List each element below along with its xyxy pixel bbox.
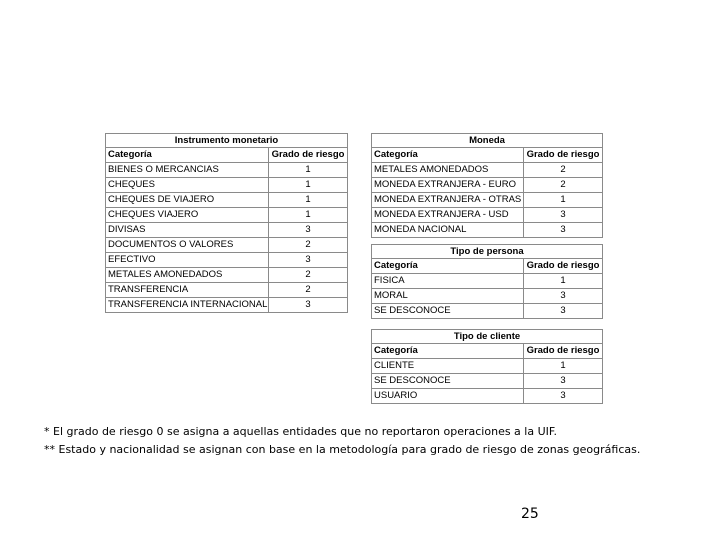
grado-de-riesgo-cell: 3 [269, 253, 348, 268]
grado-de-riesgo-cell: 2 [269, 268, 348, 283]
grado-de-riesgo-cell: 3 [524, 208, 603, 223]
grado-de-riesgo-cell: 2 [524, 163, 603, 178]
table-row [372, 389, 603, 404]
categoria-cell: FISICA [372, 274, 524, 289]
page-number: 25 [521, 506, 539, 522]
table-tipo-de-persona [371, 244, 603, 319]
grado-de-riesgo-cell: 3 [269, 223, 348, 238]
table-row [372, 289, 603, 304]
column-header-categoria: Categoría [372, 259, 524, 274]
table-row [372, 274, 603, 289]
categoria-cell: CLIENTE [372, 359, 524, 374]
grado-de-riesgo-cell: 3 [269, 298, 348, 313]
table-row [372, 163, 603, 178]
grado-de-riesgo-cell: 2 [524, 178, 603, 193]
grado-de-riesgo-cell: 3 [524, 223, 603, 238]
table-row [106, 268, 348, 283]
table-row [372, 374, 603, 389]
table-row [106, 283, 348, 298]
categoria-cell: DOCUMENTOS O VALORES [106, 238, 269, 253]
table-row [372, 193, 603, 208]
categoria-cell: DIVISAS [106, 223, 269, 238]
categoria-cell: CHEQUES [106, 178, 269, 193]
categoria-cell: BIENES O MERCANCIAS [106, 163, 269, 178]
column-header-categoria: Categoría [106, 148, 269, 163]
footnote-estado-nacionalidad: ** Estado y nacionalidad se asignan con base en la metodología para grado de riesgo de zonas geográficas. [44, 443, 641, 456]
grado-de-riesgo-cell: 3 [524, 304, 603, 319]
table-tipo-de-cliente [371, 329, 603, 404]
categoria-cell: SE DESCONOCE [372, 374, 524, 389]
categoria-cell: CHEQUES DE VIAJERO [106, 193, 269, 208]
table-row [106, 223, 348, 238]
table-row [372, 178, 603, 193]
table-row [106, 298, 348, 313]
table-instrumento-monetario [105, 133, 348, 313]
categoria-cell: TRANSFERENCIA INTERNACIONAL [106, 298, 269, 313]
table-title: Tipo de persona [372, 245, 603, 259]
categoria-cell: MONEDA NACIONAL [372, 223, 524, 238]
table-row [106, 208, 348, 223]
categoria-cell: TRANSFERENCIA [106, 283, 269, 298]
grado-de-riesgo-cell: 3 [524, 289, 603, 304]
column-header-grado: Grado de riesgo [524, 344, 603, 359]
table-row [106, 193, 348, 208]
grado-de-riesgo-cell: 1 [524, 274, 603, 289]
column-header-grado: Grado de riesgo [269, 148, 348, 163]
categoria-cell: MONEDA EXTRANJERA - EURO [372, 178, 524, 193]
column-header-grado: Grado de riesgo [524, 148, 603, 163]
table-row [106, 178, 348, 193]
categoria-cell: SE DESCONOCE [372, 304, 524, 319]
table-row [372, 208, 603, 223]
table-moneda [371, 133, 603, 238]
table-title: Instrumento monetario [106, 134, 348, 148]
categoria-cell: MONEDA EXTRANJERA - USD [372, 208, 524, 223]
grado-de-riesgo-cell: 2 [269, 238, 348, 253]
categoria-cell: METALES AMONEDADOS [372, 163, 524, 178]
footnote-riesgo-cero: * El grado de riesgo 0 se asigna a aquellas entidades que no reportaron operaciones a la UIF. [44, 425, 557, 438]
grado-de-riesgo-cell: 1 [269, 208, 348, 223]
categoria-cell: METALES AMONEDADOS [106, 268, 269, 283]
grado-de-riesgo-cell: 1 [524, 193, 603, 208]
grado-de-riesgo-cell: 1 [269, 178, 348, 193]
grado-de-riesgo-cell: 2 [269, 283, 348, 298]
table-row [106, 238, 348, 253]
table-row [106, 163, 348, 178]
table-row [372, 359, 603, 374]
grado-de-riesgo-cell: 1 [524, 359, 603, 374]
categoria-cell: CHEQUES VIAJERO [106, 208, 269, 223]
grado-de-riesgo-cell: 3 [524, 389, 603, 404]
table-title: Tipo de cliente [372, 330, 603, 344]
categoria-cell: MORAL [372, 289, 524, 304]
categoria-cell: MONEDA EXTRANJERA - OTRAS [372, 193, 524, 208]
column-header-categoria: Categoría [372, 148, 524, 163]
categoria-cell: EFECTIVO [106, 253, 269, 268]
grado-de-riesgo-cell: 1 [269, 193, 348, 208]
grado-de-riesgo-cell: 3 [524, 374, 603, 389]
categoria-cell: USUARIO [372, 389, 524, 404]
table-title: Moneda [372, 134, 603, 148]
grado-de-riesgo-cell: 1 [269, 163, 348, 178]
table-row [106, 253, 348, 268]
table-row [372, 223, 603, 238]
column-header-categoria: Categoría [372, 344, 524, 359]
column-header-grado: Grado de riesgo [524, 259, 603, 274]
table-row [372, 304, 603, 319]
